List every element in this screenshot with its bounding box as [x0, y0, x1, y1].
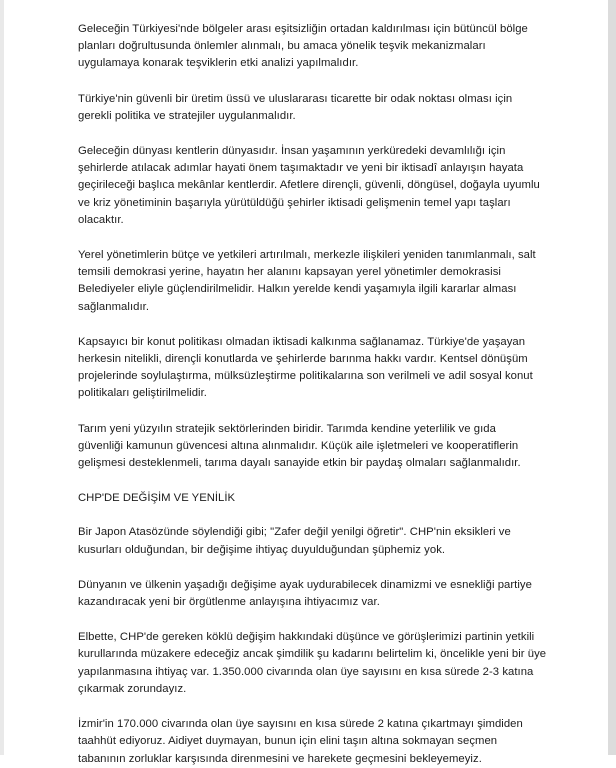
text-line: kusurları olduğundan, bir değişime ihtiyaç duyulduğundan şüphemiz yok.: [78, 543, 446, 556]
paragraph: [78, 247, 570, 316]
text-line: kazandıracak yeni bir örgütlenme anlayışına ihtiyacımız var.: [78, 596, 380, 609]
text-line: taahhüt ediyoruz. Aidiyet duymayan, bunun için elini taşın altına sokmayan seçmen: [78, 735, 498, 748]
text-line: tabanının zorluklar karşısında direnmesini ve harekete geçmesini bekleyemeyiz.: [78, 752, 482, 765]
text-line: projelerinde soylulaştırma, mülksüzleştirme politikalarına son verilmeli ve adil sosyal konut: [78, 370, 533, 383]
text-line: Bir Japon Atasözünde söylendiği gibi; "Zafer değil yenilgi öğretir". CHP'nin eksikleri ve: [78, 526, 511, 539]
text-line: sağlanmalıdır.: [78, 300, 150, 313]
text-line: yapılanmasına ihtiyaç var. 1.350.000 civarında olan üye sayısını en kısa sürede 2-3 katına: [78, 665, 534, 678]
text-line: Kapsayıcı bir konut politikası olmadan iktisadi kalkınma sağlanamaz. Türkiye'de yaşayan: [78, 335, 526, 348]
text-line: kurullarında müzakere edeceğiz ancak şimdilik şu kadarını belirtelim ki, öncelikle yeni bir üye: [78, 648, 547, 661]
text-line: ve kriz yönetiminin başarıyla yürütüldüğü şehirler iktisadi gelişmenin temel yapı taşları: [78, 196, 511, 209]
text-line: Belediyeler eliyle güçlendirilmelidir. Halkın yerelde kendi yaşamıyla ilgili kararlar alması: [78, 283, 517, 296]
text-line: olacaktır.: [78, 213, 124, 226]
text-line: gerekli politika ve stratejiler uygulanmalıdır.: [78, 109, 296, 122]
section-heading: CHP'DE DEĞİŞİM VE YENİLİK: [78, 492, 236, 505]
text-line: Elbette, CHP'de gereken köklü değişim hakkındaki düşünce ve görüşlerimizi partinin yetkili: [78, 631, 535, 644]
paragraph: [78, 629, 570, 698]
text-line: Dünyanın ve ülkenin yaşadığı değişime ayak uydurabilecek dinamizmi ve esnekliği partiye: [78, 578, 532, 591]
paragraph: [78, 716, 570, 768]
text-line: çıkarmak zorundayız.: [78, 682, 187, 695]
paragraph: [78, 334, 570, 403]
text-line: Geleceğin Türkiyesi'nde bölgeler arası eşitsizliğin ortadan kaldırılması için bütüncül bölge: [78, 23, 528, 35]
text-line: Türkiye'nin güvenli bir üretim üssü ve uluslararası ticarette bir odak noktası olması için: [78, 92, 513, 105]
paragraph: [78, 421, 570, 473]
paragraph: [78, 21, 570, 73]
paragraph: [78, 577, 570, 611]
text-line: İzmir'in 170.000 civarında olan üye sayısını en kısa sürede 2 katına çıkartmayı şimdiden: [78, 718, 523, 731]
page-edge-right: [608, 0, 616, 755]
paragraph: [78, 524, 570, 558]
text-line: güvenliği kamunun güvencesi altına alınmalıdır. Küçük aile işletmeleri ve kooperatiflerin: [78, 439, 519, 452]
text-line: Yerel yönetimlerin bütçe ve yetkileri artırılmalı, merkezle ilişkileri yeniden tanımlanmalı, salt: [78, 249, 536, 262]
page-edge-left: [0, 0, 4, 755]
text-line: geçirileceği başlıca mekânlar kentlerdir. Afetlere dirençli, güvenli, döngüsel, doğayla uyumlu: [78, 179, 540, 192]
text-line: politikaları geliştirilmelidir.: [78, 387, 207, 400]
paragraph: [78, 91, 570, 125]
text-line: uygulamaya konarak teşviklerin etki analizi yapılmalıdır.: [78, 57, 359, 70]
text-line: Geleceğin dünyası kentlerin dünyasıdır. İnsan yaşamının yerküredeki devamlılığı için: [78, 145, 506, 158]
text-line: herkesin nitelikli, dirençli konutlarda ve şehirlerde barınma hakkı vardır. Kentsel dönüşüm: [78, 353, 528, 366]
text-line: temsili demokrasi yerine, hayatın her alanını kapsayan yerel yönetimler demokrasisi: [78, 266, 501, 279]
text-line: şehirlerde atılacak adımlar hayati önem taşımaktadır ve yeni bir iktisadî anlayışın hayata: [78, 162, 524, 175]
text-line: gelişmesi desteklenmeli, tarıma dayalı sanayide etkin bir paydaş olmaları sağlanmalıdır.: [78, 457, 521, 470]
text-line: Tarım yeni yüzyılın stratejik sektörlerinden biridir. Tarımda kendine yeterlilik ve gıda: [78, 422, 496, 435]
text-line: planları doğrultusunda önlemler alınmalı, bu amaca yönelik teşvik mekanizmaları: [78, 40, 486, 53]
paragraph: [78, 143, 570, 229]
